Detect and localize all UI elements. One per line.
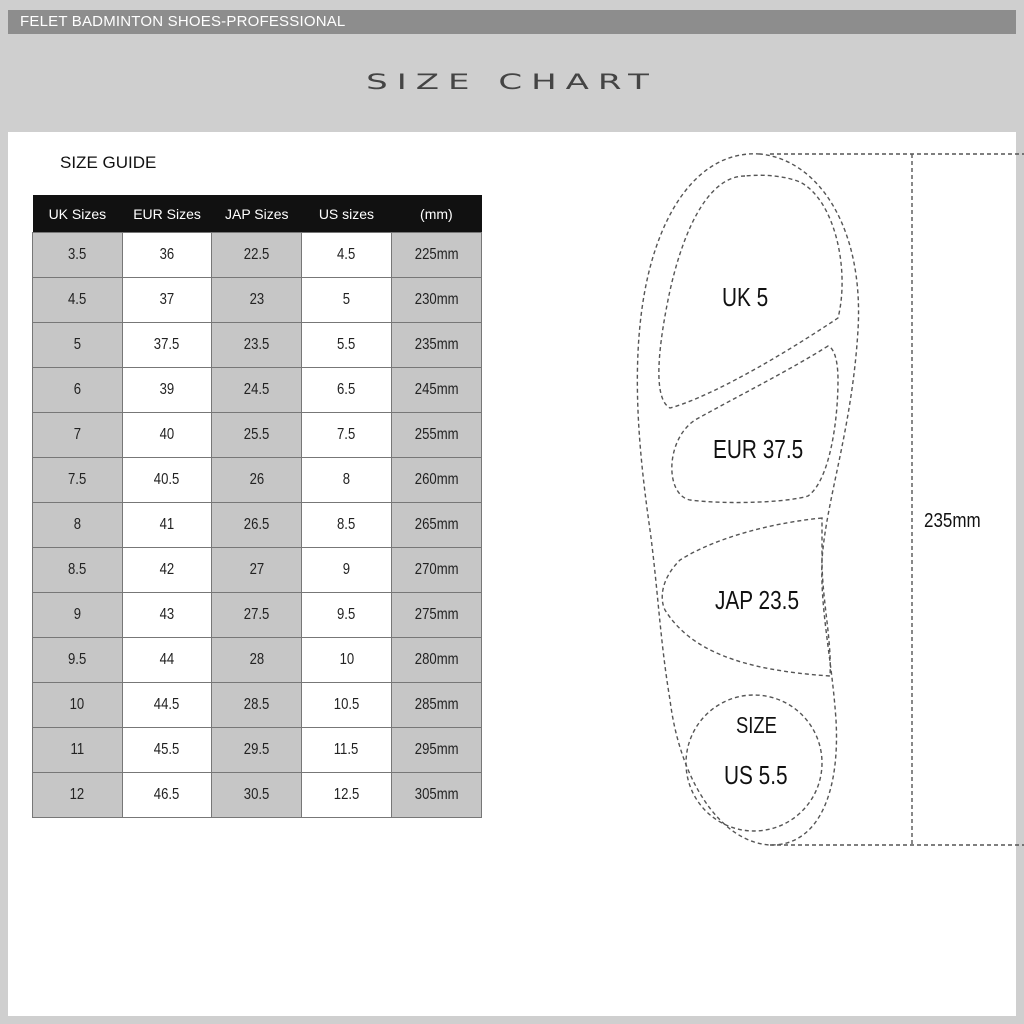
cell-value: 40.5	[154, 471, 180, 488]
length-label: 235mm	[924, 510, 981, 532]
cell-value: 37	[159, 291, 175, 308]
cell-value: 9	[342, 561, 351, 578]
page-title: SIZE CHART	[366, 69, 658, 95]
column-header: (mm)	[391, 195, 481, 233]
cell-value: 5	[342, 291, 351, 308]
cell-value: 4.5	[68, 291, 87, 308]
cell-value: 8.5	[337, 516, 356, 533]
cell-value: 39	[159, 381, 175, 398]
uk-size-label: UK 5	[722, 282, 769, 312]
cell-value: 8.5	[68, 561, 87, 578]
cell-value: 6	[73, 381, 81, 398]
cell-value: 8	[342, 471, 351, 488]
cell-value: 4.5	[337, 246, 356, 263]
cell-value: 28	[249, 651, 265, 668]
cell-value: 37.5	[154, 336, 180, 353]
cell-value: 7.5	[68, 471, 87, 488]
column-header: JAP Sizes	[212, 195, 302, 233]
cell-value: 9.5	[68, 651, 87, 668]
cell-value: 10.5	[333, 696, 360, 713]
cell-value: 245mm	[414, 381, 459, 398]
jap-size-label: JAP 23.5	[715, 585, 800, 615]
cell-value: 295mm	[414, 741, 459, 758]
cell-value: 43	[159, 606, 175, 623]
cell-value: 11.5	[334, 741, 359, 758]
cell-value: 265mm	[414, 516, 459, 533]
cell-value: 27.5	[243, 606, 270, 623]
cell-value: 26.5	[243, 516, 270, 533]
cell-value: 29.5	[243, 741, 270, 758]
cell-value: 225mm	[414, 246, 459, 263]
cell-value: 23	[249, 291, 265, 308]
cell-value: 44	[159, 651, 175, 668]
cell-value: 24.5	[243, 381, 270, 398]
cell-value: 275mm	[414, 606, 459, 623]
cell-value: 42	[159, 561, 175, 578]
brand-line: FELET BADMINTON SHOES-PROFESSIONAL	[20, 13, 346, 30]
cell-value: 255mm	[414, 426, 459, 443]
cell-value: 3.5	[68, 246, 87, 263]
cell-value: 23.5	[243, 336, 270, 353]
cell-value: 5	[73, 336, 81, 353]
cell-value: 10	[339, 651, 354, 668]
size-word-label: SIZE	[736, 712, 777, 738]
column-header: UK Sizes	[33, 195, 123, 233]
cell-value: 27	[249, 561, 265, 578]
size-guide-label: SIZE GUIDE	[60, 153, 157, 172]
cell-value: 28.5	[243, 696, 270, 713]
cell-value: 6.5	[337, 381, 356, 398]
sole-outline	[637, 154, 858, 845]
cell-value: 44.5	[154, 696, 180, 713]
cell-value: 45.5	[154, 741, 180, 758]
cell-value: 9	[73, 606, 81, 623]
cell-value: 305mm	[414, 786, 459, 803]
cell-value: 230mm	[414, 291, 459, 308]
cell-value: 11	[70, 741, 85, 758]
column-header: EUR Sizes	[122, 195, 212, 233]
cell-value: 280mm	[414, 651, 459, 668]
cell-value: 7	[73, 426, 81, 443]
cell-value: 285mm	[414, 696, 459, 713]
us-size-label: US 5.5	[724, 760, 788, 790]
cell-value: 36	[159, 246, 175, 263]
cell-value: 9.5	[337, 606, 356, 623]
cell-value: 12	[70, 786, 85, 803]
cell-value: 40	[159, 426, 175, 443]
cell-value: 12.5	[333, 786, 360, 803]
cell-value: 22.5	[243, 246, 270, 263]
cell-value: 41	[159, 516, 175, 533]
cell-value: 235mm	[414, 336, 459, 353]
cell-value: 5.5	[337, 336, 356, 353]
cell-value: 46.5	[154, 786, 180, 803]
cell-value: 260mm	[414, 471, 459, 488]
cell-value: 270mm	[414, 561, 459, 578]
column-header: US sizes	[302, 195, 392, 233]
cell-value: 7.5	[337, 426, 356, 443]
cell-value: 26	[249, 471, 265, 488]
cell-value: 25.5	[243, 426, 270, 443]
cell-value: 10	[70, 696, 85, 713]
cell-value: 8	[73, 516, 81, 533]
eur-size-label: EUR 37.5	[713, 434, 804, 464]
cell-value: 30.5	[243, 786, 270, 803]
